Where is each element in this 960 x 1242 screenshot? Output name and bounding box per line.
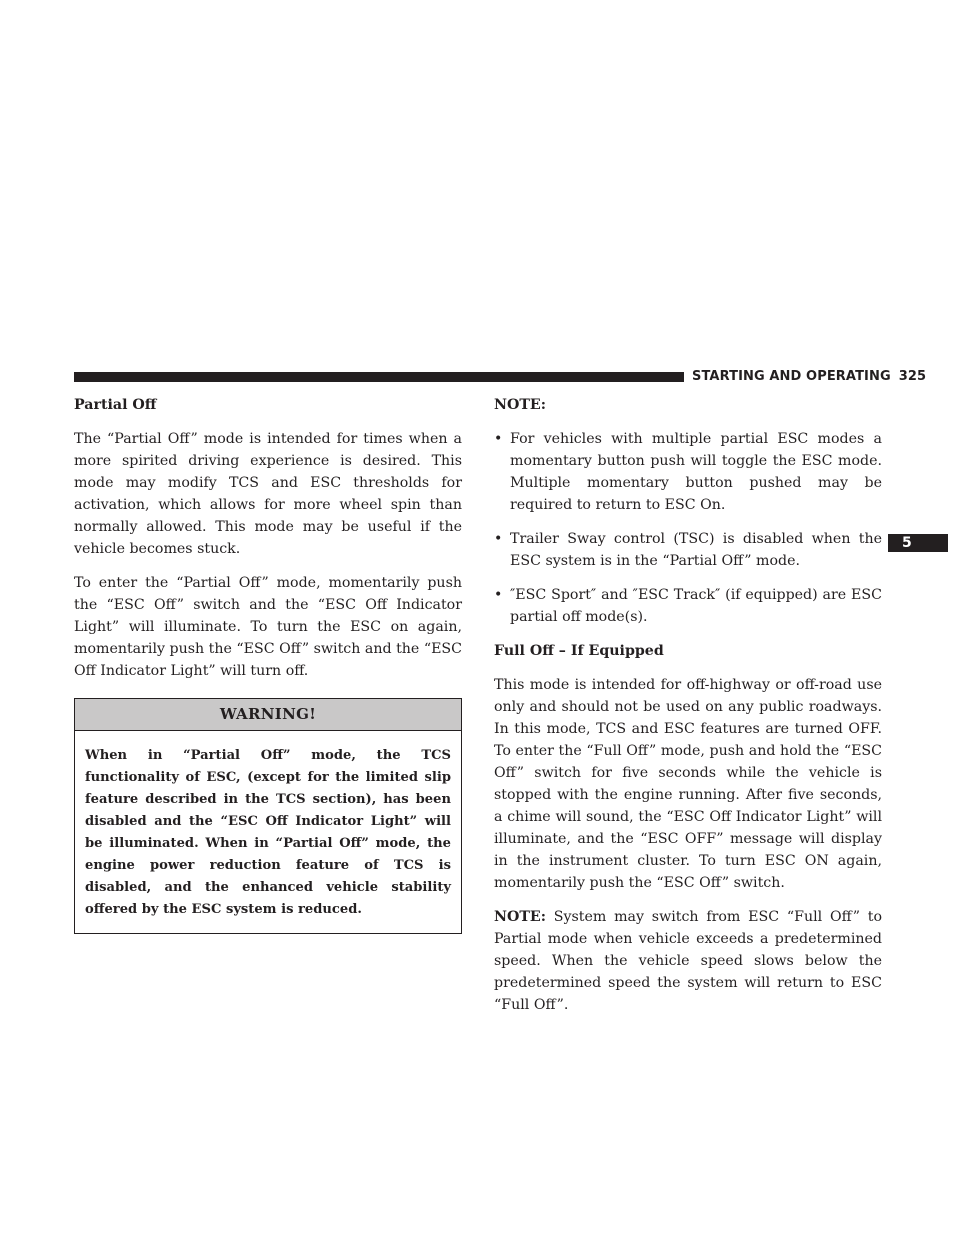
list-item (494, 528, 882, 572)
right-column (494, 394, 882, 1028)
bullet-icon: • (494, 587, 503, 603)
note-bullet-list (494, 428, 882, 628)
chapter-tab: 5 (888, 534, 948, 552)
warning-body: When in “Partial Off” mode, the TCS functionality of ESC, (except for the limited slip feature described in the TCS section), has been disabled and the “ESC Off Indicator Light” will be illuminated. When in “Partial Off” mode, the engine power reduction feature of TCS is disabled, and the enhanced vehicle stability offered by the ESC system is reduced. (85, 748, 451, 917)
bullet-icon: • (494, 531, 503, 547)
page-header (692, 369, 927, 385)
list-item (494, 428, 882, 516)
note-label: NOTE: (494, 909, 546, 925)
warning-title: WARNING! (75, 699, 461, 731)
list-item-text: For vehicles with multiple partial ESC modes a momentary button push will toggle the ESC mode. Multiple momentary button pushed may be required to return to ESC On. (510, 431, 882, 513)
partial-off-paragraph-2: To enter the “Partial Off” mode, momentarily push the “ESC Off” switch and the “ESC Off Indicator Light” will illuminate. To turn the ESC on again, momentarily push the “ESC Off” switch and the “ESC Off Indicator Light” will turn off. (74, 575, 463, 679)
partial-off-paragraph-1: The “Partial Off” mode is intended for times when a more spirited driving experience is desired. This mode may modify TCS and ESC thresholds for activation, which allows for more wheel spin than normally allowed. This mode may be useful if the vehicle becomes stuck. (74, 431, 462, 557)
section-title: STARTING AND OPERATING (692, 369, 891, 384)
page-number: 325 (898, 369, 927, 384)
partial-off-heading: Partial Off (74, 397, 157, 413)
warning-box (74, 698, 462, 934)
header-rule (74, 372, 684, 382)
note-heading: NOTE: (494, 397, 546, 413)
left-column (74, 394, 462, 934)
note-paragraph (494, 906, 882, 1016)
bullet-icon: • (494, 431, 503, 447)
list-item-text: Trailer Sway control (TSC) is disabled when the ESC system is in the “Partial Off” mode. (510, 531, 882, 569)
full-off-paragraph: This mode is intended for off-highway or off-road use only and should not be used on any public roadways. In this mode, TCS and ESC features are turned OFF. To enter the “Full Off” mode, push and hold the “ESC Off” switch for five seconds while the vehicle is stopped with the engine running. After five seconds, a chime will sound, the “ESC Off Indicator Light” will illuminate, and the “ESC OFF” message will display in the instrument cluster. To turn ESC ON again, momentarily push the “ESC Off” switch. (494, 677, 882, 891)
note-text: System may switch from ESC “Full Off” to Partial mode when vehicle exceeds a predetermined speed. When the vehicle speed slows below the predetermined speed the system will return to ESC “Full Off”. (494, 909, 882, 1013)
full-off-heading: Full Off – If Equipped (494, 643, 664, 659)
list-item (494, 584, 882, 628)
list-item-text: ″ESC Sport″ and ″ESC Track″ (if equipped) are ESC partial off mode(s). (510, 587, 882, 625)
